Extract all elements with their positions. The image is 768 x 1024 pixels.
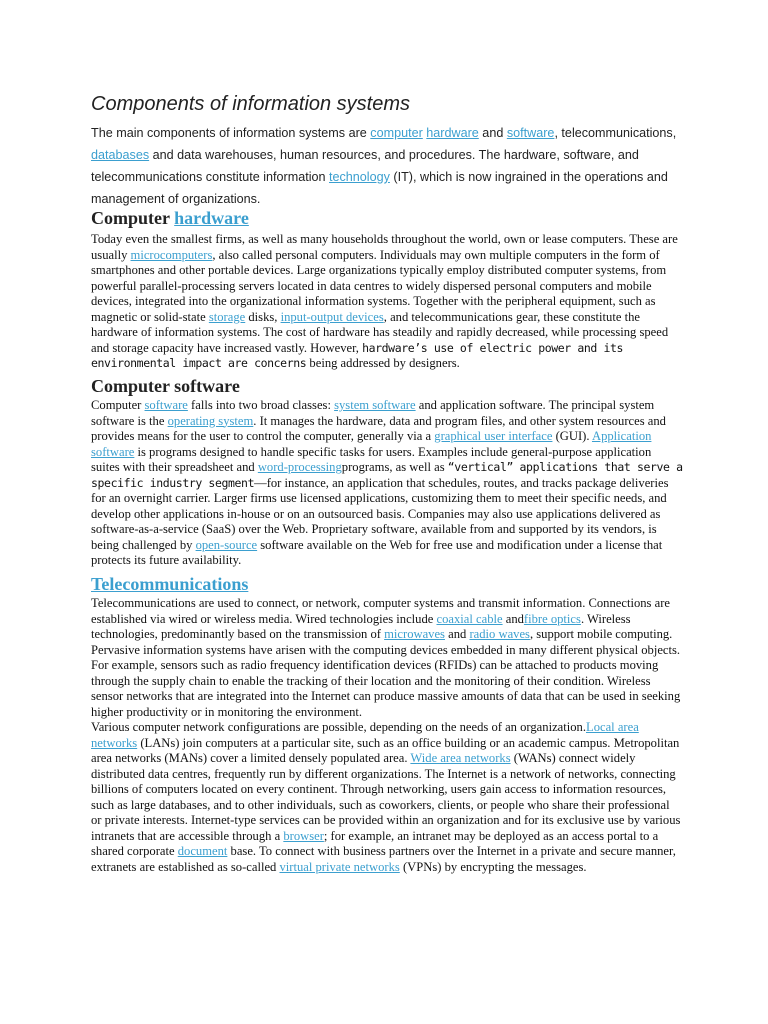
- link-computer[interactable]: computer: [370, 126, 423, 140]
- text: ; for example, an intranet may be deployed as an access portal to a shared corporate: [91, 828, 659, 858]
- text: —for instance, an application that schedules, routes, and tracks package deliveries for an overnight carrier. Larger firms use licensed applications, customizing them to meet their specific needs, and develop other applications in-house or on an outsourced basis. Companies may also use applications delivered as software-as-a-service (SaaS) over the Web. Proprietary software, available from and supported by its vendors, is being challenged by: [91, 475, 669, 552]
- link-virtual-private-networks[interactable]: virtual private networks: [279, 859, 400, 874]
- software-paragraph: [91, 398, 683, 569]
- link-document[interactable]: document: [177, 844, 228, 858]
- link-databases[interactable]: databases: [91, 148, 150, 162]
- text: and application software. The principal system software is the: [91, 398, 655, 428]
- text: , and telecommunications gear, these constitute the hardware of information systems. The cost of hardware has steadily and rapidly decreased, while processing speed and storage capacity have increased vastly. However,: [91, 309, 669, 355]
- link-telecommunications-heading[interactable]: Telecommunications: [91, 574, 249, 594]
- link-microcomputers[interactable]: microcomputers: [130, 247, 213, 262]
- text: and: [502, 611, 524, 626]
- section-heading-software: Computer software: [91, 376, 240, 396]
- link-hardware-heading[interactable]: hardware: [174, 208, 249, 228]
- telecom-paragraph-2: [91, 720, 683, 875]
- telecommunications-body: [91, 596, 683, 875]
- text: The main components of information systems are: [91, 126, 371, 140]
- text: , telecommunications,: [554, 126, 677, 140]
- text: and: [478, 126, 507, 140]
- text: (IT), which is now ingrained in the operations and management of organizations.: [91, 170, 668, 206]
- link-radio-waves[interactable]: radio waves: [469, 627, 530, 641]
- text: (LANs) join computers at a particular site, such as an office building or an academic campus. Metropolitan area networks (MANs) cover a limited densely populated area.: [91, 735, 680, 765]
- monospace-text: “vertical” applications that serve a specific industry segment: [91, 460, 683, 490]
- page-title: Components of information systems: [91, 93, 411, 115]
- link-input-output-devices[interactable]: input-output devices: [280, 309, 384, 324]
- text: Telecommunications are used to connect, or network, computer systems and transmit information. Connections are established via wired or wireless media. Wired technologies include: [91, 596, 670, 626]
- text: software available on the Web for free use and modification under a license that protects its future availability.: [91, 537, 663, 567]
- text: (GUI).: [552, 429, 592, 443]
- link-word-processing[interactable]: word-processing: [257, 460, 342, 474]
- section-heading-telecommunications: [91, 574, 248, 595]
- text: , also called personal computers. Individuals may own multiple computers in the form of smartphones and other portable devices. Large organizations typically employ distributed computer systems, from powerful parallel-processing servers located in data centres to widely dispersed personal computers and mobile devices, integrated into the organizational information systems. Together with the peripheral equipment, such as magnetic or solid-state: [91, 247, 667, 324]
- telecom-paragraph-1: [91, 596, 683, 720]
- text: Computer: [91, 398, 145, 412]
- text: programs, as well as: [341, 460, 448, 474]
- link-microwaves[interactable]: microwaves: [384, 627, 445, 641]
- text: disks,: [245, 309, 281, 324]
- hardware-paragraph: [91, 232, 683, 372]
- text: Today even the smallest firms, as well as many households throughout the world, own or lease computers. These are usually: [91, 232, 678, 262]
- link-open-source[interactable]: open-source: [195, 537, 258, 552]
- link-graphical-user-interface[interactable]: graphical user interface: [434, 429, 553, 443]
- link-wide-area-networks[interactable]: Wide area networks: [410, 751, 511, 765]
- link-operating-system[interactable]: operating system: [167, 413, 254, 428]
- text: (WANs) connect widely distributed data centres, frequently run by different organizations. The Internet is a network of networks, connecting billions of computers located on every continent. Through networking, users gain access to information resources, such as large databases, and to other individuals, such as coworkers, clients, or people who share their professional or private interests. Internet-type services can be provided within an organization and for its exclusive use by various intranets that are accessible through a: [91, 751, 681, 843]
- text: base. To connect with business partners over the Internet in a private and secure manner, extranets are established as so-called: [91, 844, 676, 874]
- heading-text: Computer: [91, 208, 175, 228]
- intro-paragraph: [91, 122, 691, 210]
- text: falls into two broad classes:: [187, 398, 335, 412]
- text: and data warehouses, human resources, and procedures. The hardware, software, and telecommunications constitute information: [91, 148, 639, 184]
- link-hardware[interactable]: hardware: [426, 126, 479, 140]
- monospace-text: hardware’s use of electric power and its environmental impact are concerns: [91, 340, 624, 370]
- link-storage[interactable]: storage: [208, 309, 246, 324]
- link-technology[interactable]: technology: [329, 170, 390, 184]
- text: is programs designed to handle specific tasks for users. Examples include general-purpose application suites with their spreadsheet and: [91, 444, 652, 474]
- text: . Wireless technologies, predominantly based on the transmission of: [91, 611, 631, 641]
- text: . It manages the hardware, data and program files, and other system resources and provides means for the user to control the computer, generally via a: [91, 413, 666, 443]
- link-fibre-optics[interactable]: fibre optics: [523, 611, 581, 626]
- link-coaxial-cable[interactable]: coaxial cable: [436, 611, 503, 626]
- section-heading-hardware: [91, 208, 249, 229]
- text: being addressed by designers.: [306, 356, 460, 370]
- text: , support mobile computing. Pervasive information systems have arisen with the computing devices embedded in many different physical objects. For example, sensors such as radio frequency identification devices (RFIDs) can be attached to products moving through the supply chain to enable the tracking of their location and the monitoring of their condition. Wireless sensor networks that are integrated into the Internet can produce massive amounts of data that can be used in seeking higher productivity or in monitoring the environment.: [91, 627, 681, 719]
- link-browser[interactable]: browser: [283, 828, 324, 843]
- link-system-software[interactable]: system software: [334, 398, 416, 412]
- text: and: [444, 627, 470, 641]
- text: Various computer network configurations are possible, depending on the needs of an organization.: [91, 720, 586, 734]
- link-application-software[interactable]: Application software: [91, 429, 652, 459]
- text: (VPNs) by encrypting the messages.: [399, 859, 587, 874]
- link-software[interactable]: software: [144, 398, 188, 412]
- link-local-area-networks[interactable]: Local area networks: [91, 720, 639, 750]
- link-software[interactable]: software: [506, 126, 555, 140]
